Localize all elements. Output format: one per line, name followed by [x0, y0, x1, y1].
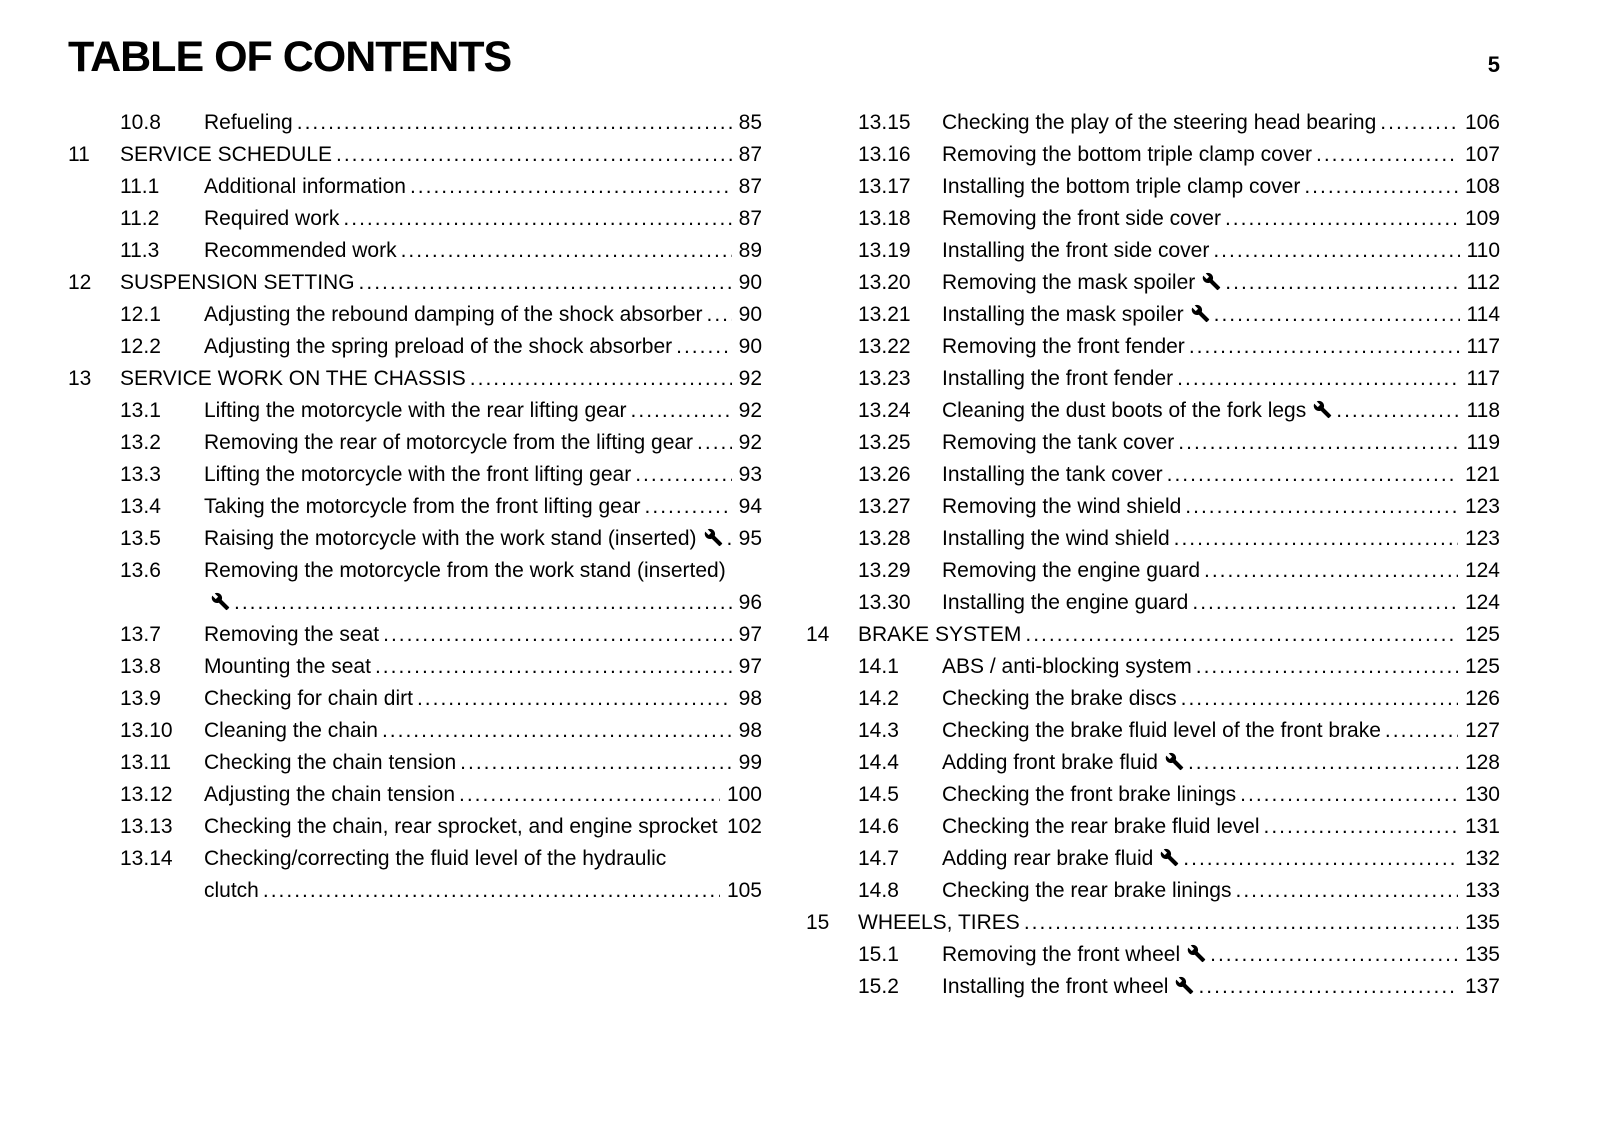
entry-title-cell: [942, 939, 1458, 971]
entry-title-cell: [204, 779, 720, 811]
entry-number: 14.8: [858, 879, 899, 903]
entry-title-cell: [204, 523, 732, 555]
entry-title-cell: [942, 171, 1458, 203]
toc-entry: [68, 747, 762, 779]
toc-entry: [806, 939, 1500, 971]
toc-entry: [68, 203, 762, 235]
entry-number: 13.18: [858, 207, 911, 231]
entry-page: 87: [738, 175, 762, 199]
entry-title: BRAKE SYSTEM: [858, 623, 1022, 647]
entry-title-cell: [942, 587, 1458, 619]
entry-number: 13.19: [858, 239, 911, 263]
entry-number: 13.21: [858, 303, 911, 327]
entry-title: Installing the front wheel: [942, 975, 1169, 999]
wrench-icon: [211, 592, 230, 611]
entry-number: 13.25: [858, 431, 911, 455]
entry-title-cell: [204, 491, 732, 523]
entry-title-cell: [204, 651, 732, 683]
entry-page: 130: [1464, 783, 1500, 807]
entry-title: Adding rear brake fluid: [942, 847, 1154, 871]
entry-title: Checking the chain, rear sprocket, and engine sprocket: [204, 815, 718, 839]
entry-page: 106: [1464, 111, 1500, 135]
entry-title: Cleaning the dust boots of the fork legs: [942, 399, 1307, 423]
entry-page: 117: [1466, 335, 1500, 359]
page-number: 5: [1487, 52, 1500, 77]
entry-page: 125: [1464, 655, 1500, 679]
entry-title-cell: [942, 747, 1458, 779]
toc-entry: [806, 139, 1500, 171]
entry-title: Adjusting the chain tension: [204, 783, 456, 807]
toc-entry: [806, 683, 1500, 715]
toc-entry: [806, 619, 1500, 651]
entry-title-cell: [120, 139, 732, 171]
entry-title: Removing the mask spoiler: [942, 271, 1196, 295]
entry-title-cell: [204, 171, 732, 203]
entry-title-cell: [204, 683, 732, 715]
toc-entry: [806, 811, 1500, 843]
entry-title-cell: [858, 907, 1458, 939]
entry-title: Removing the front wheel: [942, 943, 1181, 967]
entry-title: Checking for chain dirt: [204, 687, 413, 711]
toc-entry: [68, 235, 762, 267]
entry-number: 13.24: [858, 399, 911, 423]
entry-number: 12.1: [120, 303, 161, 327]
toc-entry: [68, 811, 762, 843]
toc-entry: [806, 971, 1500, 1003]
entry-title: Lifting the motorcycle with the front lifting gear: [204, 463, 632, 487]
entry-title: Installing the tank cover: [942, 463, 1163, 487]
entry-number: 12: [68, 271, 92, 295]
entry-number: 13.11: [120, 751, 171, 775]
entry-number: 15.1: [858, 943, 899, 967]
entry-number: 13.20: [858, 271, 911, 295]
entry-page: 127: [1464, 719, 1500, 743]
wrench-icon: [1313, 400, 1332, 419]
entry-title-cell: [204, 459, 732, 491]
entry-number: 13.1: [120, 399, 161, 423]
entry-page: 119: [1466, 431, 1500, 455]
entry-title: Removing the engine guard: [942, 559, 1201, 583]
toc-entry: [68, 459, 762, 491]
entry-number: 13.23: [858, 367, 911, 391]
entry-title: Refueling: [204, 111, 293, 135]
entry-page: 96: [738, 591, 762, 615]
entry-number: 14.6: [858, 815, 899, 839]
toc-entry: [806, 779, 1500, 811]
entry-title: Raising the motorcycle with the work stand (inserted): [204, 527, 697, 551]
entry-number: 11.2: [120, 207, 160, 231]
entry-number: 13.30: [858, 591, 911, 615]
toc-entry: [68, 139, 762, 171]
entry-title-cell: [942, 843, 1458, 875]
entry-title: Required work: [204, 207, 340, 231]
wrench-icon: [1187, 944, 1206, 963]
entry-page: 105: [726, 879, 762, 903]
wrench-icon: [1175, 976, 1194, 995]
entry-page: 98: [738, 719, 762, 743]
entry-number: 13.15: [858, 111, 911, 135]
toc-entry: [68, 107, 762, 139]
entry-page: 131: [1464, 815, 1500, 839]
entry-page: 137: [1464, 975, 1500, 999]
entry-title: Taking the motorcycle from the front lifting gear: [204, 495, 641, 519]
entry-title: Installing the front side cover: [942, 239, 1210, 263]
entry-number: 14.3: [858, 719, 899, 743]
entry-page: 97: [738, 623, 762, 647]
wrench-icon: [1202, 272, 1221, 291]
entry-number: 14: [806, 623, 830, 647]
toc-entry: [806, 331, 1500, 363]
entry-title: Installing the bottom triple clamp cover: [942, 175, 1301, 199]
toc-entry: [68, 171, 762, 203]
toc-entry: [68, 843, 762, 907]
toc-entry: [68, 331, 762, 363]
entry-page: 100: [726, 783, 762, 807]
entry-title-cell: [204, 555, 732, 619]
entry-number: 13.5: [120, 527, 161, 551]
entry-page: 92: [738, 367, 762, 391]
entry-title: Checking the front brake linings: [942, 783, 1237, 807]
entry-title: Removing the wind shield: [942, 495, 1182, 519]
toc-entry: [806, 907, 1500, 939]
entry-number: 13.29: [858, 559, 911, 583]
entry-number: 11.3: [120, 239, 160, 263]
entry-number: 15.2: [858, 975, 899, 999]
entry-page: 99: [738, 751, 762, 775]
entry-number: 13.13: [120, 815, 173, 839]
entry-title-cell: [942, 363, 1460, 395]
entry-page: 124: [1464, 559, 1500, 583]
toc-entry: [68, 619, 762, 651]
entry-title-cell: [942, 811, 1458, 843]
entry-number: 13.12: [120, 783, 173, 807]
entry-title-cell: [204, 331, 732, 363]
entry-number: 14.2: [858, 687, 899, 711]
entry-title: Removing the tank cover: [942, 431, 1175, 455]
toc-entry: [806, 555, 1500, 587]
toc-entry: [68, 683, 762, 715]
entry-page: 109: [1464, 207, 1500, 231]
entry-number: 11: [68, 143, 90, 167]
toc-entry: [68, 715, 762, 747]
toc-entry: [68, 523, 762, 555]
entry-title-cell: [204, 843, 720, 907]
entry-title: Installing the engine guard: [942, 591, 1189, 615]
toc-entry: [806, 523, 1500, 555]
page-title: TABLE OF CONTENTS: [68, 33, 512, 81]
toc-entry: [806, 395, 1500, 427]
toc-entry: [806, 235, 1500, 267]
toc-column-left: [68, 107, 762, 1003]
toc-entry: [806, 491, 1500, 523]
entry-page: 112: [1466, 271, 1500, 295]
entry-title: Removing the front fender: [942, 335, 1185, 359]
entry-title: Adjusting the rebound damping of the shock absorber: [204, 303, 703, 327]
entry-number: 13: [68, 367, 92, 391]
entry-page: 132: [1464, 847, 1500, 871]
entry-title: SERVICE SCHEDULE: [120, 143, 333, 167]
entry-page: 118: [1466, 399, 1500, 423]
toc-entry: [68, 427, 762, 459]
entry-title: Cleaning the chain: [204, 719, 378, 743]
entry-number: 13.17: [858, 175, 911, 199]
entry-title: Adjusting the spring preload of the shock absorber: [204, 335, 673, 359]
entry-title-cell: [204, 203, 732, 235]
entry-page: 110: [1466, 239, 1500, 263]
toc-entry: [68, 779, 762, 811]
entry-title-cell: [120, 363, 732, 395]
entry-page: 94: [738, 495, 762, 519]
toc-entry: [68, 491, 762, 523]
toc-entry: [68, 267, 762, 299]
entry-title: Removing the rear of motorcycle from the lifting gear: [204, 431, 694, 455]
entry-page: 108: [1464, 175, 1500, 199]
entry-number: 13.28: [858, 527, 911, 551]
entry-title-cell: [204, 427, 732, 459]
entry-title: ABS / anti-blocking system: [942, 655, 1192, 679]
entry-title: Mounting the seat: [204, 655, 371, 679]
entry-number: 13.26: [858, 463, 911, 487]
entry-page: 92: [738, 431, 762, 455]
entry-page: 117: [1466, 367, 1500, 391]
toc-entry: [806, 363, 1500, 395]
toc-entry: [806, 587, 1500, 619]
entry-number: 13.22: [858, 335, 911, 359]
entry-title-cell: [942, 651, 1458, 683]
entry-title-cell: [942, 715, 1458, 747]
entry-number: 13.2: [120, 431, 161, 455]
entry-page: 124: [1464, 591, 1500, 615]
entry-title-cell: [942, 491, 1458, 523]
toc-column-right: [806, 107, 1500, 1003]
entry-page: 123: [1464, 495, 1500, 519]
toc-entry: [68, 363, 762, 395]
toc-entry: [806, 427, 1500, 459]
entry-number: 13.9: [120, 687, 161, 711]
entry-title-cell: [942, 683, 1458, 715]
entry-title-cell: [942, 555, 1458, 587]
entry-page: 125: [1464, 623, 1500, 647]
entry-title: Checking the brake fluid level of the front brake: [942, 719, 1381, 743]
entry-title-cell: [204, 811, 720, 843]
toc-entry: [68, 299, 762, 331]
entry-title: Installing the mask spoiler: [942, 303, 1184, 327]
entry-page: 114: [1466, 303, 1500, 327]
entry-number: 13.8: [120, 655, 161, 679]
toc-entry: [806, 715, 1500, 747]
entry-title-cell: [204, 715, 732, 747]
toc-entry: [806, 875, 1500, 907]
entry-number: 14.7: [858, 847, 899, 871]
entry-title-cell: [942, 779, 1458, 811]
toc-entry: [806, 267, 1500, 299]
entry-title: Installing the front fender: [942, 367, 1174, 391]
entry-number: 13.7: [120, 623, 161, 647]
toc-entry: [806, 107, 1500, 139]
entry-number: 13.10: [120, 719, 173, 743]
toc-entry: [806, 171, 1500, 203]
entry-number: 12.2: [120, 335, 161, 359]
entry-number: 13.6: [120, 559, 161, 583]
entry-title-cell: [204, 107, 732, 139]
toc-entry: [806, 651, 1500, 683]
wrench-icon: [704, 528, 723, 547]
entry-page: 97: [738, 655, 762, 679]
entry-page: 123: [1464, 527, 1500, 551]
entry-title-cell: [942, 523, 1458, 555]
toc-entry: [68, 395, 762, 427]
entry-title-cell: [942, 395, 1460, 427]
entry-title: Checking the chain tension: [204, 751, 457, 775]
entry-title-cell: [942, 267, 1460, 299]
entry-page: 90: [738, 335, 762, 359]
entry-number: 13.4: [120, 495, 161, 519]
entry-page: 121: [1464, 463, 1500, 487]
entry-title: Recommended work: [204, 239, 397, 263]
entry-page: 89: [738, 239, 762, 263]
entry-title: Removing the seat: [204, 623, 380, 647]
wrench-icon: [1160, 848, 1179, 867]
entry-title-cell: [942, 107, 1458, 139]
toc-entry: [806, 203, 1500, 235]
entry-number: 14.5: [858, 783, 899, 807]
entry-title-cell: [942, 459, 1458, 491]
entry-number: 13.16: [858, 143, 911, 167]
entry-title-cell: [942, 331, 1460, 363]
wrench-icon: [1165, 752, 1184, 771]
toc-columns: [68, 107, 1500, 1003]
entry-page: 95: [738, 527, 762, 551]
toc-entry: [806, 299, 1500, 331]
entry-number: 15: [806, 911, 830, 935]
entry-title: Removing the bottom triple clamp cover: [942, 143, 1312, 167]
entry-title-cell: [204, 747, 732, 779]
entry-page: 85: [738, 111, 762, 135]
entry-title-cell: [942, 875, 1458, 907]
entry-number: 13.3: [120, 463, 161, 487]
entry-title: Removing the motorcycle from the work stand (inserted): [204, 559, 726, 583]
entry-page: 87: [738, 143, 762, 167]
entry-title-cell: [942, 427, 1460, 459]
entry-number: 11.1: [120, 175, 160, 199]
entry-title-cell: [204, 235, 732, 267]
entry-title: Checking the play of the steering head bearing: [942, 111, 1377, 135]
entry-title-cell: [942, 235, 1460, 267]
toc-entry: [806, 459, 1500, 491]
entry-title: Checking the rear brake linings: [942, 879, 1232, 903]
page-header: [68, 34, 1500, 81]
entry-page: 98: [738, 687, 762, 711]
entry-number: 14.4: [858, 751, 899, 775]
entry-title: WHEELS, TIRES: [858, 911, 1020, 935]
entry-title: Lifting the motorcycle with the rear lifting gear: [204, 399, 627, 423]
entry-page: 128: [1464, 751, 1500, 775]
entry-title-cell: [942, 299, 1460, 331]
entry-title-cell: [204, 619, 732, 651]
toc-entry: [68, 651, 762, 683]
entry-page: 90: [738, 303, 762, 327]
entry-page: 133: [1464, 879, 1500, 903]
entry-title-cell: [204, 299, 732, 331]
toc-entry: [806, 747, 1500, 779]
entry-title-cell: [942, 139, 1458, 171]
entry-title: Adding front brake fluid: [942, 751, 1158, 775]
entry-number: 10.8: [120, 111, 161, 135]
entry-page: 135: [1464, 943, 1500, 967]
entry-page: 126: [1464, 687, 1500, 711]
entry-title: Installing the wind shield: [942, 527, 1170, 551]
entry-title-cell: [204, 395, 732, 427]
entry-title: Additional information: [204, 175, 406, 199]
toc-entry: [68, 555, 762, 619]
entry-title-cell: [858, 619, 1458, 651]
entry-title: Checking/correcting the fluid level of the hydraulic clutch: [204, 847, 667, 903]
entry-page: 102: [726, 815, 762, 839]
entry-page: 90: [738, 271, 762, 295]
entry-title: SUSPENSION SETTING: [120, 271, 355, 295]
entry-number: 14.1: [858, 655, 899, 679]
entry-page: 87: [738, 207, 762, 231]
entry-title: Checking the brake discs: [942, 687, 1177, 711]
entry-title: Removing the front side cover: [942, 207, 1221, 231]
entry-title-cell: [120, 267, 732, 299]
entry-number: 13.27: [858, 495, 911, 519]
entry-number: 13.14: [120, 847, 173, 871]
wrench-icon: [1191, 304, 1210, 323]
entry-page: 107: [1464, 143, 1500, 167]
entry-title: SERVICE WORK ON THE CHASSIS: [120, 367, 466, 391]
entry-page: 93: [738, 463, 762, 487]
entry-title-cell: [942, 203, 1458, 235]
entry-title: Checking the rear brake fluid level: [942, 815, 1260, 839]
entry-page: 135: [1464, 911, 1500, 935]
entry-page: 92: [738, 399, 762, 423]
entry-title-cell: [942, 971, 1458, 1003]
toc-entry: [806, 843, 1500, 875]
